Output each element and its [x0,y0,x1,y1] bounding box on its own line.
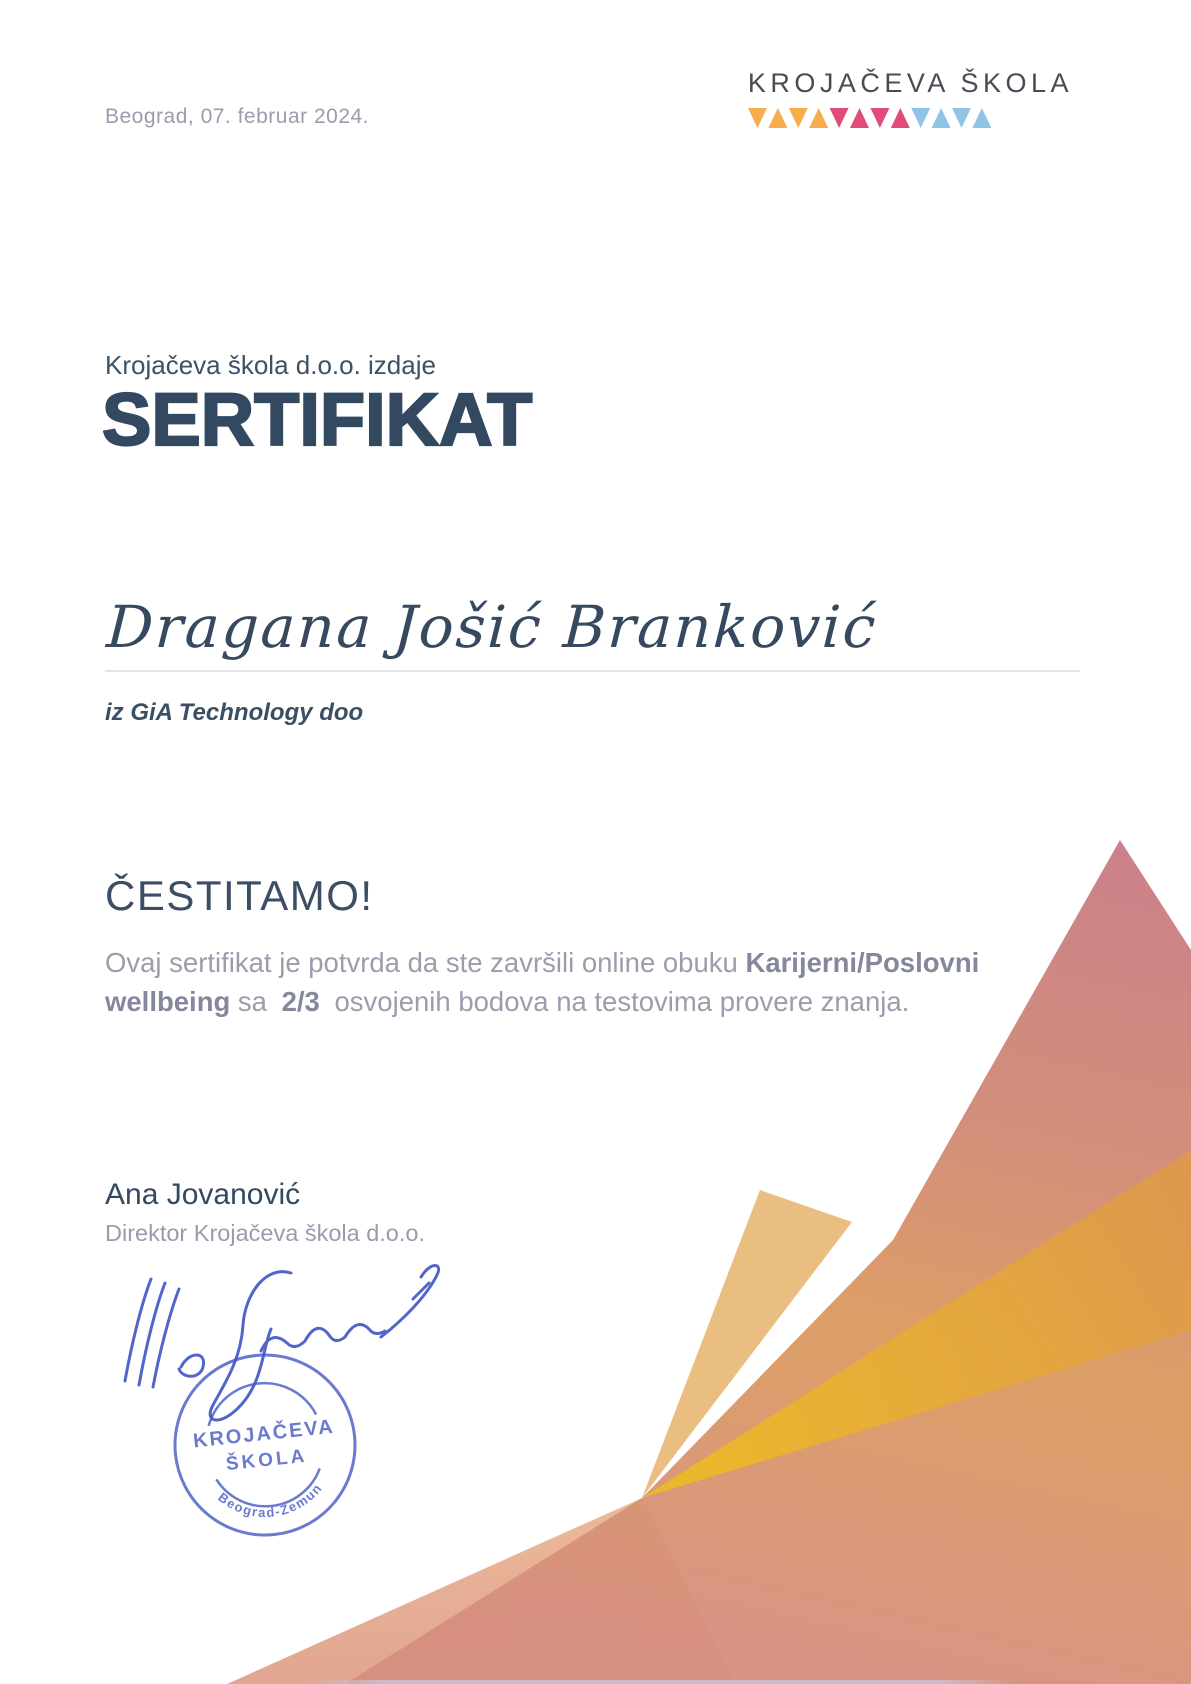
logo-triangle [850,108,869,128]
body-part2: sa [230,985,275,1017]
logo-triangle [931,108,950,128]
logo-triangle [768,108,787,128]
logo-triangle [748,108,767,128]
logo-triangle [911,108,930,128]
course-name: Karijerni/Poslovni wellbeing [105,947,980,1017]
school-logo [748,68,1073,129]
logo-triangle [952,108,971,128]
body-part3: osvojenih bodova na testovima provere znanja. [326,985,910,1017]
svg-text:Beograd-Zemun [214,1479,328,1525]
signature-stroke [381,1266,439,1338]
stamp-line2: ŠKOLA [224,1445,309,1476]
signature-stroke [125,1279,151,1381]
body-part1: Ovaj sertifikat je potvrda da ste završili online obuku [105,947,746,978]
stamp-line1: KROJAČEVA [192,1415,336,1453]
certificate-body-text [105,944,1010,1021]
logo-triangle [789,108,808,128]
logo-triangle [972,108,991,128]
logo-triangle [809,108,828,128]
signature-stroke [210,1272,291,1420]
certificate-title: SERTIFIKAT [102,378,533,461]
signer-name: Ana Jovanović [105,1178,301,1211]
logo-triangle [829,108,848,128]
congrats-heading: ČESTITAMO! [105,872,374,919]
school-logo-text: KROJAČEVA ŠKOLA [747,68,1073,98]
name-underline [105,670,1080,672]
logo-triangle [870,108,889,128]
signer-title: Direktor Krojačeva škola d.o.o. [105,1220,426,1246]
logo-triangle [891,108,910,128]
bottom-lavender-strip [300,1680,1010,1684]
signature-ink [95,1255,445,1425]
signature-stroke [179,1355,204,1376]
logo-triangle-band-icon [748,107,993,129]
score-value: 2/3 [281,985,320,1017]
signature-stroke [261,1325,385,1352]
recipient-name: Dragana Jošić Branković [105,593,880,661]
issuer-line: Krojačeva škola d.o.o. izdaje [105,350,436,380]
recipient-company: iz GiA Technology doo [105,699,364,726]
stamp-bottom-text: Beograd-Zemun [215,1480,326,1521]
date-location: Beograd, 07. februar 2024. [105,105,370,128]
